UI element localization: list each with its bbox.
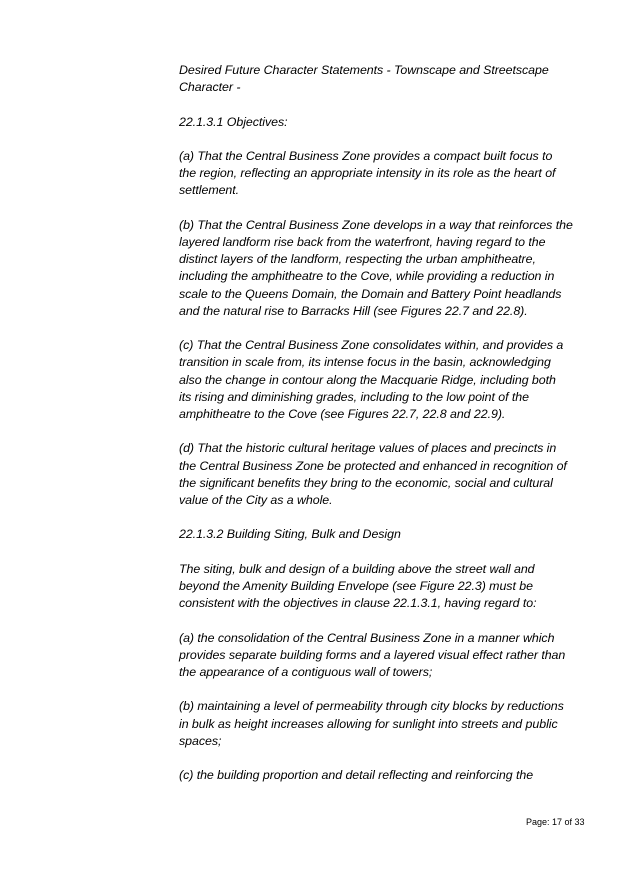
section-heading: Desired Future Character Statements - Townscape and Streetscape Character -: [179, 63, 549, 95]
siting-item-b: (b) maintaining a level of permeability through city blocks by reductions in bulk as height increases allowing for sunlight into streets and public spaces;: [179, 699, 564, 748]
building-siting-heading: 22.1.3.2 Building Siting, Bulk and Design: [179, 527, 401, 542]
objectives-heading: 22.1.3.1 Objectives:: [179, 114, 288, 129]
document-body: [179, 62, 583, 802]
siting-item-c: (c) the building proportion and detail reflecting and reinforcing the: [179, 768, 534, 783]
siting-item-a: (a) the consolidation of the Central Business Zone in a manner which provides separate building forms and a layered visual effect rather than the appearance of a contiguous wall of towers;: [179, 630, 566, 679]
objective-b: (b) That the Central Business Zone develops in a way that reinforces the layered landform rise back from the waterfront, having regard to the distinct layers of the landform, respecting the urban amphitheatre, including the amphitheatre to the Cove, while providing a reduction in scale to the Queens Domain, the Domain and Battery Point headlands and the natural rise to Barracks Hill (see Figures 22.7 and 22.8).: [179, 217, 573, 318]
objective-c: (c) That the Central Business Zone consolidates within, and provides a transition in scale from, its intense focus in the basin, acknowledging also the change in contour along the Macquarie Ridge, including both its rising and diminishing grades, including to the low point of the amphitheatre to the Cove (see Figures 22.7, 22.8 and 22.9).: [179, 338, 564, 421]
building-siting-intro: The siting, bulk and design of a building above the street wall and beyond the Amenity Building Envelope (see Figure 22.3) must be consistent with the objectives in clause 22.1.3.1, having regard to:: [179, 561, 537, 611]
objective-d: (d) That the historic cultural heritage values of places and precincts in the Central Business Zone be protected and enhanced in recognition of the significant benefits they bring to the economic, social and cultural value of the City as a whole.: [179, 441, 567, 507]
objective-a: (a) That the Central Business Zone provides a compact built focus to the region, reflecting an appropriate intensity in its role as the heart of settlement.: [179, 148, 556, 198]
page-number: Page: 17 of 33: [526, 817, 585, 827]
